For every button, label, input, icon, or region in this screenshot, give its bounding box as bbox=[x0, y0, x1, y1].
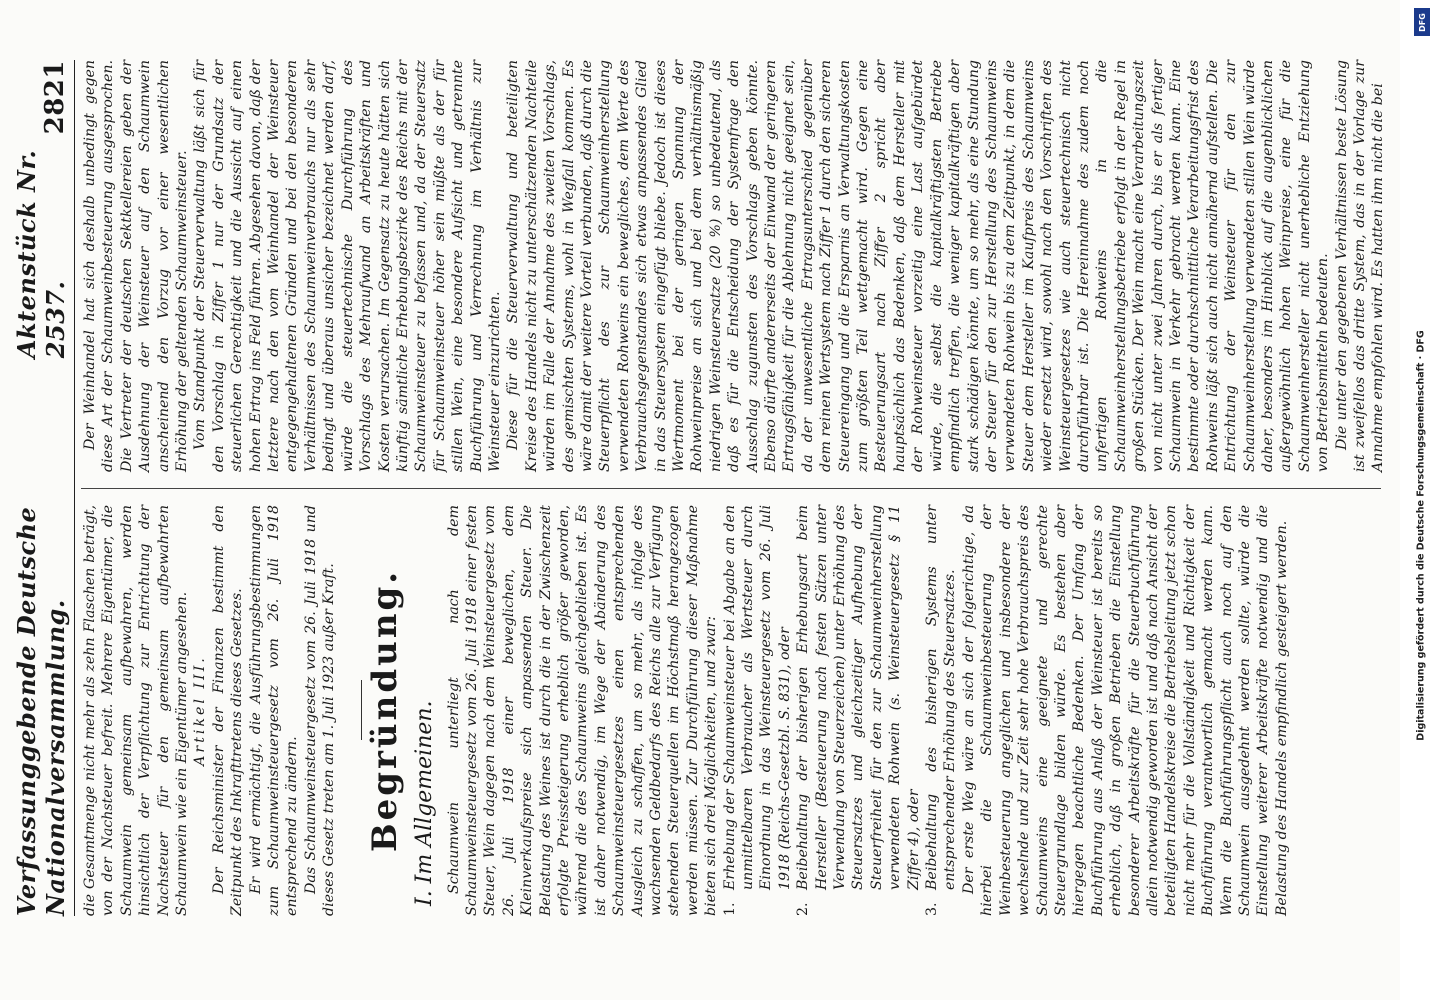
list-number: 3. bbox=[924, 902, 941, 916]
subsection-heading: I. Im Allgemeinen. bbox=[412, 700, 438, 906]
dfg-logo-text: DFG bbox=[1417, 12, 1427, 32]
digitization-credit bbox=[1414, 130, 1428, 940]
list-number: 2. bbox=[795, 902, 812, 916]
paragraph: Die unter den gegebenen Verhältnissen beste Lösung ist zweifellos das dritte System, das in der Vorlage zur Annahme empfohlen wird. Es hatten ihm nicht die bei bbox=[1333, 60, 1387, 472]
page-header bbox=[12, 60, 75, 916]
paragraph: Er wird ermächtigt, die Ausführungsbestimmungen zum Schaumweinsteuergesetz vom 26. Juli 1918 entsprechend zu ändern. bbox=[247, 505, 301, 916]
section-divider bbox=[361, 681, 362, 741]
digitization-credit-text: Digitalisierung gefördert durch die Deutsche Forschungsgemeinschaft · DFG bbox=[1415, 329, 1427, 741]
numbered-list bbox=[721, 505, 960, 916]
list-text: Erhebung der Schaumweinsteuer bei Abgabe an den unmittelbaren Verbraucher als Wertsteuer durch Einordnung in das Weinsteuergesetz vom 26. Juli 1918 (Reichs-Gesetzbl. S. 831), oder bbox=[721, 505, 793, 890]
article-heading: Artikel III. bbox=[192, 655, 209, 766]
paragraph: Schaumwein unterliegt nach dem Schaumweinsteuergesetz vom 26. Juli 1918 einer festen Steuer, Wein dagegen nach dem Weinsteuergesetz vom 26. Juli 1918 einer beweglichen, dem Kleinverkaufspreise sich anpassenden Steuer. Die Belastung des Weines ist durch die in der Zwischenzeit erfolgte Preissteigerung erheblich größer geworden, während die des Schaumweins gleichgeblieben ist. Es ist daher notwendig, im Wege der Abänderung des Schaumweinsteuergesetzes einen entsprechenden Ausgleich zu schaffen, um so mehr, als infolge des wachsenden Geldbedarfs des Reichs alle zur Verfügung stehenden Steuerquellen im Höchstmaß herangezogen werden müssen. Zur Durchführung dieser Maßnahme bieten sich drei Möglichkeiten, und zwar: bbox=[445, 505, 720, 916]
paragraph: die Gesamtmenge nicht mehr als zehn Flaschen beträgt, von der Nachsteuer befreit. Mehrere Eigentümer, die Schaumwein gemeinsam aufbewahren, werden hinsichtlich der Verpflichtung zur Entrichtung der Nachsteuer für den gemeinsam aufbewahrten Schaumwein wie ein Eigentümer angesehen. bbox=[82, 505, 191, 916]
paragraph: Das Schaumweinsteuergesetz vom 26. Juli 1918 und dieses Gesetz treten am 1. Juli 1923 außer Kraft. bbox=[302, 505, 338, 916]
paragraph: Diese für die Steuerverwaltung und beteiligten Kreise des Handels nicht zu unterschätzenden Nachteile würden im Falle der Annahme des zweiten Vorschlags, des gemischten Systems, wohl in Wegfall kommen. Es wäre damit der weitere Vorteil verbunden, daß durch die Steuerpflicht des zur Schaumweinherstellung verwendeten Rohweins ein bewegliches, dem Werte des Verbrauchsgegenstandes sich etwas anpassendes Glied in das Steuersystem eingefügt bliebe. Jedoch ist dieses Wertmoment bei der geringen Spannung der Rohweinpreise an sich und bei dem verhältnismäßig niedrigen Weinsteuersatze (20 %) so unbedeutend, als daß es für die Entscheidung der Systemfrage den Ausschlag zugunsten des Vorschlags geben könnte. Ebenso dürfte andererseits der Einwand der geringeren Ertragsfähigkeit für die Ablehnung nicht geeignet sein, da der unwesentliche Ertragsunterschied gegenüber dem reinen Wertsystem nach Ziffer 1 durch den sicheren Steuereingang und die Ersparnis an Verwaltungskosten zum größten Teil wettgemacht wird. Gegen eine Besteuerungsart nach Ziffer 2 spricht aber hauptsächlich das Bedenken, daß dem Hersteller mit der Rohweinsteuer vorzeitig eine Last aufgebürdet würde, die selbst die kapitalkräftigsten Betriebe empfindlich treffen, die weniger kapitalkräftigen aber stark schädigen könnte, um so mehr, als eine Stundung der Steuer für den zur Herstellung des Schaumweins verwendeten Rohwein bis zu dem Zeitpunkt, in dem die Steuer dem Hersteller im Kaufpreis des Schaumweins wieder ersetzt wird, sowohl nach den Vorschriften des Weinsteuergesetzes wie auch steuertechnisch nicht durchführbar ist. Die Hereinnahme des zudem noch unfertigen Rohweins in die Schaumweinherstellungsbetriebe erfolgt in der Regel in großen Stücken. Der Wein macht eine Verarbeitungszeit von nicht unter zwei Jahren durch, bis er als fertiger Schaumwein in Verkehr gebracht werden kann. Eine bestimmte oder durchschnittliche Verarbeitungsfrist des Rohweins läßt sich auch nicht annähernd aufstellen. Die Entrichtung der Weinsteuer für den zur Schaumweinherstellung verwendeten stillen Wein würde daher, besonders im Hinblick auf die augenblicklichen außergewöhnlich hohen Weinpreise, eine für die Schaumweinhersteller nicht unerhebliche Entziehung von Betriebsmitteln bedeuten. bbox=[505, 60, 1332, 472]
list-item bbox=[721, 505, 795, 916]
right-column bbox=[81, 60, 1387, 488]
list-item bbox=[923, 505, 960, 916]
section-heading: Begründung. bbox=[364, 568, 405, 853]
page-number: 2821 bbox=[40, 60, 70, 135]
paragraph: Der Weinhandel hat sich deshalb unbedingt gegen diese Art der Schaumweinbesteuerung ausgesprochen. Die Vertreter der deutschen Sektkellereien geben der Ausdehnung der Weinsteuer auf den Schaumwein anscheinend den Vorzug vor einer wesentlichen Erhöhung der geltenden Schaumweinsteuer. bbox=[82, 60, 191, 472]
document-number: Aktenstück Nr. 2537. bbox=[12, 149, 70, 359]
dfg-logo bbox=[1414, 8, 1430, 36]
list-item bbox=[794, 505, 923, 916]
paragraph: Vom Standpunkt der Steuerverwaltung läßt sich für den Vorschlag in Ziffer 1 nur der Grundsatz der steuerlichen Gerechtigkeit und die Aussicht auf einen hohen Ertrag ins Feld führen. Abgesehen davon, daß der letztere nach den vom Weinhandel der Weinsteuer entgegengehaltenen Gründen und bei den besonderen Verhältnissen des Schaumweinverbrauchs nur als sehr bedingt und überaus unsicher bezeichnet werden darf, würde die steuertechnische Durchführung des Vorschlags des Mehraufwand an Arbeitskräften und Kosten verursachen. Im Gegensatz zu heute hätten sich künftig sämtliche Erhebungsbezirke des Reichs mit der Schaumweinsteuer zu befassen und, da der Steuersatz für Schaumweinsteuer höher sein müßte als der für stillen Wein, eine besondere Aufsicht und getrennte Buchführung und Verrechnung im Verhältnis zur Weinsteuer einzurichten. bbox=[192, 60, 503, 472]
list-number: 1. bbox=[721, 902, 738, 916]
list-text: Beibehaltung des bisherigen Systems unter entsprechender Erhöhung des Steuersatzes. bbox=[924, 505, 959, 890]
text-columns bbox=[81, 60, 1387, 916]
left-column bbox=[81, 488, 1381, 916]
paragraph: Der erste Weg wäre an sich der folgerichtige, da hierbei die Schaumweinbesteuerung der Weinbesteuerung angeglichen und insbesondere der wechselnde und zur Zeit sehr hohe Verbrauchspreis des Schaumweins eine geeignete und gerechte Steuergrundlage bilden würde. Es bestehen aber hiergegen beachtliche Bedenken. Der Umfang der Buchführung aus Anlaß der Weinsteuer ist bereits so erheblich, daß in großen Betrieben die Einstellung besonderer Arbeitskräfte für die Steuerbuchführung allein notwendig geworden ist und daß nach Ansicht der beteiligten Handelskreise die Betriebsleitung jetzt schon nicht mehr für die Vollständigkeit und Richtigkeit der Buchführung verantwortlich gemacht werden kann. Wenn die Buchführungspflicht auch noch auf den Schaumwein ausgedehnt werden sollte, würde die Einstellung weiterer Arbeitskräfte notwendig und die Belastung des Handels empfindlich gesteigert werden. bbox=[960, 505, 1290, 916]
paragraph: Der Reichsminister der Finanzen bestimmt den Zeitpunkt des Inkrafttretens dieses Gesetzes. bbox=[210, 505, 246, 916]
list-text: Beibehaltung der bisherigen Erhebungsart beim Hersteller (Besteuerung nach festen Sätzen unter Verwendung von Steuerzeichen) unter Erhöhung des Steuersatzes und gleichzeitiger Aufhebung der Steuerfreiheit für den zur Schaumweinherstellung verwendeten Rohwein (s. Weinsteuergesetz § 11 Ziffer 4), oder bbox=[795, 505, 922, 890]
running-title: Verfassunggebende Deutsche Nationalversammlung. bbox=[12, 506, 70, 916]
